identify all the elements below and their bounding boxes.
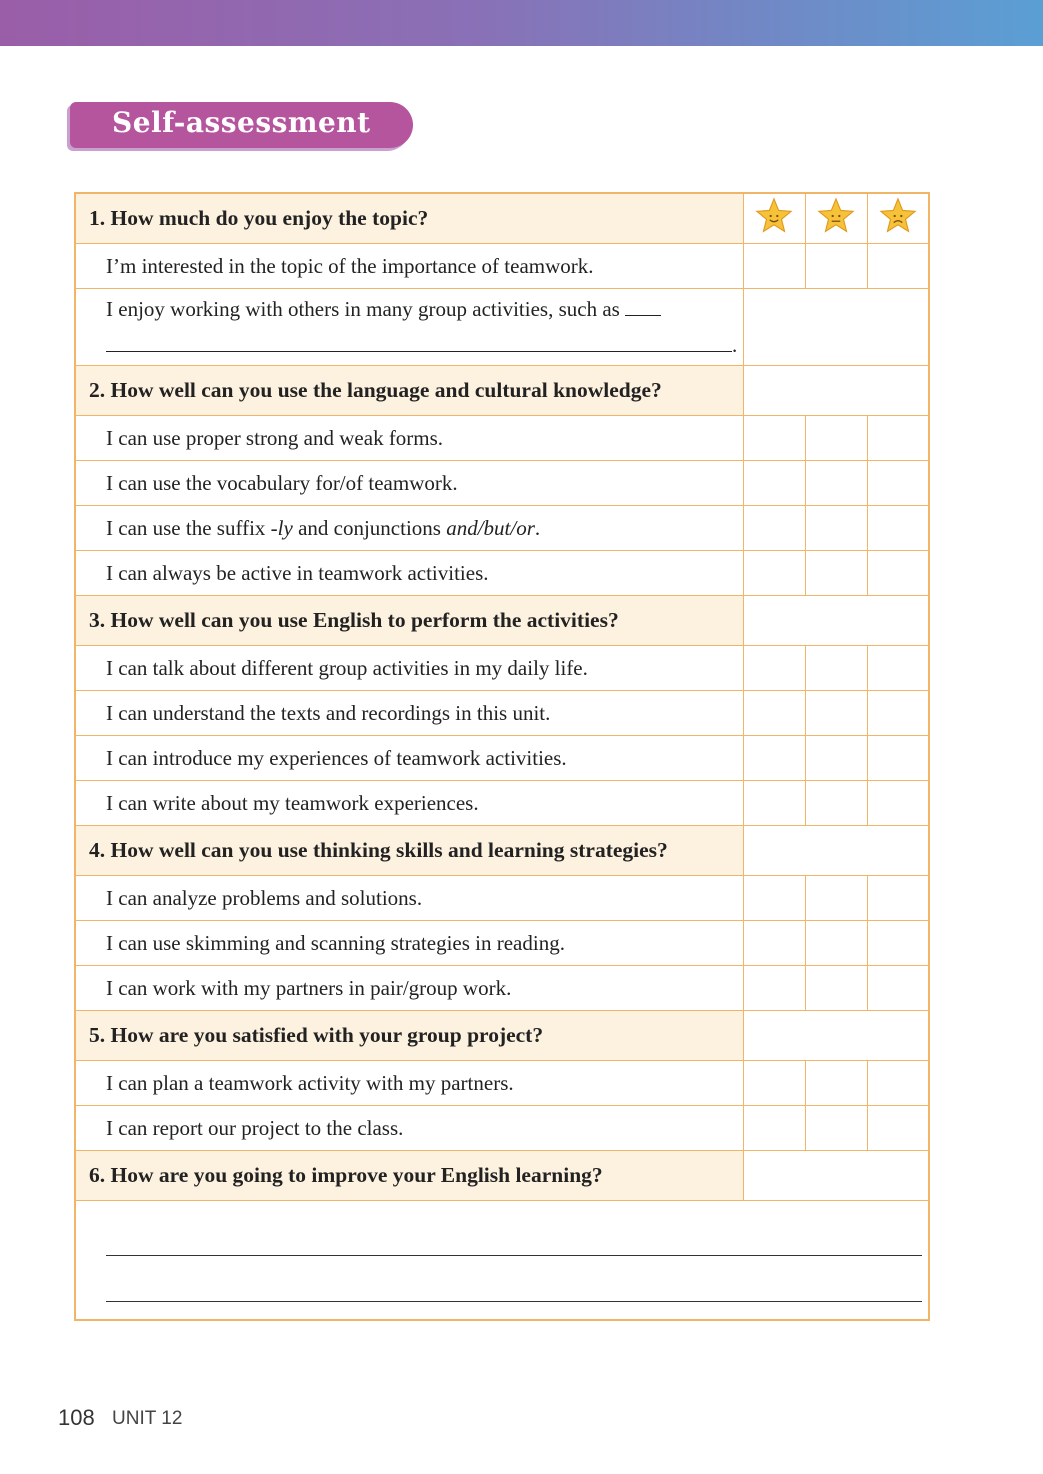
question-row: [75, 596, 929, 646]
question-label: 1. How much do you enjoy the topic?: [75, 193, 743, 244]
rating-box[interactable]: [805, 1061, 867, 1106]
question-label: 4. How well can you use thinking skills and learning strategies?: [75, 826, 743, 876]
question-label: 3. How well can you use English to perform the activities?: [75, 596, 743, 646]
question-label: 6. How are you going to improve your English learning?: [75, 1151, 743, 1201]
answer-area[interactable]: [75, 1201, 929, 1321]
statement-text: I can use proper strong and weak forms.: [75, 416, 743, 461]
rating-box[interactable]: [743, 646, 805, 691]
rating-box[interactable]: [805, 736, 867, 781]
rating-box[interactable]: [867, 921, 929, 966]
statement-row: [75, 289, 929, 366]
statement-row: [75, 781, 929, 826]
rating-box[interactable]: [743, 781, 805, 826]
rating-box[interactable]: [805, 691, 867, 736]
fill-in-blank[interactable]: [106, 351, 732, 352]
question-label: 2. How well can you use the language and cultural knowledge?: [75, 366, 743, 416]
rating-box[interactable]: [805, 876, 867, 921]
empty-cell: [743, 1151, 929, 1201]
empty-cell: [743, 366, 929, 416]
statement-text: I can write about my teamwork experiences.: [75, 781, 743, 826]
rating-box[interactable]: [867, 966, 929, 1011]
rating-box[interactable]: [805, 1106, 867, 1151]
statement-row: [75, 244, 929, 289]
statement-text-with-blank: I enjoy working with others in many group activities, such as .: [75, 289, 743, 366]
statement-text: I can always be active in teamwork activities.: [75, 551, 743, 596]
rating-box[interactable]: [867, 416, 929, 461]
rating-box[interactable]: [867, 551, 929, 596]
statement-row: [75, 736, 929, 781]
rating-box[interactable]: [805, 921, 867, 966]
sad-star-icon: [867, 193, 929, 244]
rating-box[interactable]: [743, 966, 805, 1011]
question-row: [75, 1011, 929, 1061]
statement-text: I can talk about different group activities in my daily life.: [75, 646, 743, 691]
rating-box[interactable]: [867, 506, 929, 551]
answer-line[interactable]: [106, 1301, 922, 1302]
statement-text: I can analyze problems and solutions.: [75, 876, 743, 921]
rating-box[interactable]: [805, 646, 867, 691]
rating-box[interactable]: [743, 551, 805, 596]
rating-box[interactable]: [805, 244, 867, 289]
rating-box[interactable]: [743, 244, 805, 289]
question-label: 5. How are you satisfied with your group project?: [75, 1011, 743, 1061]
rating-box[interactable]: [867, 1106, 929, 1151]
empty-cell: [743, 1011, 929, 1061]
rating-box[interactable]: [867, 691, 929, 736]
statement-text: I’m interested in the topic of the importance of teamwork.: [75, 244, 743, 289]
rating-box[interactable]: [743, 921, 805, 966]
unit-label: UNIT 12: [112, 1408, 183, 1429]
rating-box[interactable]: [805, 551, 867, 596]
section-banner: [70, 102, 413, 148]
rating-box[interactable]: [867, 736, 929, 781]
text-part: .: [534, 515, 541, 540]
statement-text: I can work with my partners in pair/group work.: [75, 966, 743, 1011]
rating-box[interactable]: [805, 781, 867, 826]
statement-row: [75, 551, 929, 596]
statement-row: [75, 921, 929, 966]
rating-box[interactable]: [867, 244, 929, 289]
statement-text: I can use skimming and scanning strategies in reading.: [75, 921, 743, 966]
statement-text: I can introduce my experiences of teamwork activities.: [75, 736, 743, 781]
statement-row: [75, 461, 929, 506]
rating-box[interactable]: [867, 781, 929, 826]
rating-box[interactable]: [805, 506, 867, 551]
self-assessment-table: [74, 192, 930, 1321]
rating-box[interactable]: [805, 966, 867, 1011]
statement-row: [75, 506, 929, 551]
rating-box[interactable]: [743, 691, 805, 736]
page-number: 108: [58, 1405, 95, 1430]
rating-box[interactable]: [743, 461, 805, 506]
top-color-bar: [0, 0, 1043, 46]
statement-text: I enjoy working with others in many group activities, such as: [106, 297, 620, 321]
rating-box[interactable]: [743, 876, 805, 921]
statement-row: [75, 876, 929, 921]
answer-line[interactable]: [106, 1255, 922, 1256]
question-row: [75, 193, 929, 244]
fill-in-blank[interactable]: [625, 315, 661, 316]
statement-text: [75, 506, 743, 551]
statement-text: I can use the vocabulary for/of teamwork.: [75, 461, 743, 506]
text-part: I can use the suffix: [106, 515, 271, 540]
happy-star-icon: [743, 193, 805, 244]
italic-suffix: -ly: [270, 515, 293, 540]
rating-box[interactable]: [805, 461, 867, 506]
rating-box[interactable]: [743, 1061, 805, 1106]
text-part: and conjunctions: [292, 515, 447, 540]
rating-box[interactable]: [867, 646, 929, 691]
statement-row: [75, 966, 929, 1011]
rating-box[interactable]: [867, 1061, 929, 1106]
rating-box[interactable]: [805, 416, 867, 461]
statement-row: [75, 646, 929, 691]
question-row: [75, 1151, 929, 1201]
statement-text: I can plan a teamwork activity with my partners.: [75, 1061, 743, 1106]
section-title: Self-assessment: [112, 106, 371, 139]
statement-row: [75, 416, 929, 461]
merged-rating-cell: [743, 289, 929, 366]
question-row: [75, 826, 929, 876]
statement-text: I can understand the texts and recordings in this unit.: [75, 691, 743, 736]
italic-conjunctions: and/but/or: [446, 515, 535, 540]
statement-row: [75, 691, 929, 736]
empty-cell: [743, 826, 929, 876]
rating-box[interactable]: [867, 461, 929, 506]
rating-box[interactable]: [743, 736, 805, 781]
answer-row: [75, 1201, 929, 1321]
statement-row: [75, 1061, 929, 1106]
statement-text: I can report our project to the class.: [75, 1106, 743, 1151]
rating-box[interactable]: [867, 876, 929, 921]
empty-cell: [743, 596, 929, 646]
question-row: [75, 366, 929, 416]
rating-box[interactable]: [743, 1106, 805, 1151]
rating-box[interactable]: [743, 506, 805, 551]
statement-row: [75, 1106, 929, 1151]
rating-box[interactable]: [743, 416, 805, 461]
neutral-star-icon: [805, 193, 867, 244]
